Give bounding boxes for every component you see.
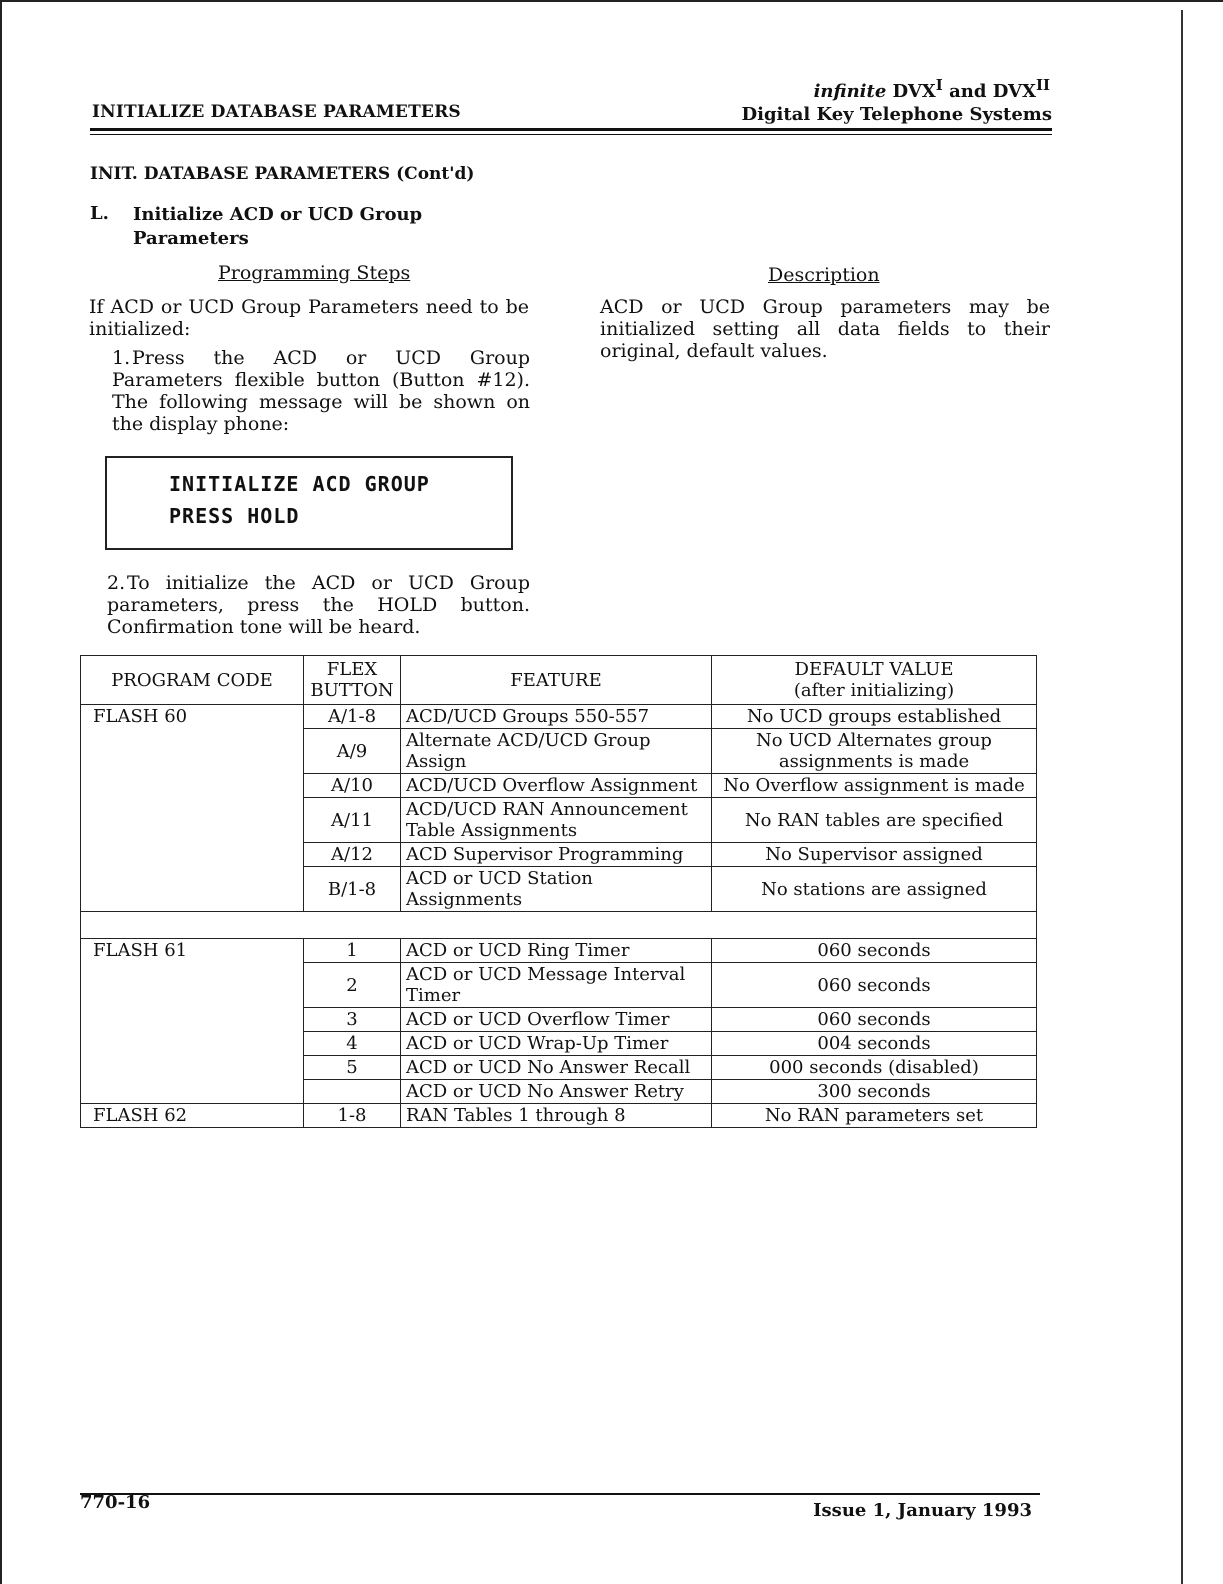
default-value-cell: No Overflow assignment is made	[712, 774, 1037, 798]
feature-cell: RAN Tables 1 through 8	[401, 1104, 712, 1128]
header-flex: FLEX	[326, 659, 378, 680]
default-value-cell: No Supervisor assigned	[712, 843, 1037, 867]
display-line-2: PRESS HOLD	[169, 504, 300, 528]
subsection-title: Initialize ACD or UCD Group Parameters	[133, 204, 423, 249]
flex-button-cell: A/9	[304, 729, 401, 774]
display-line-1: INITIALIZE ACD GROUP	[169, 472, 430, 496]
default-value-cell: No stations are assigned	[712, 867, 1037, 912]
flex-button-cell: 3	[304, 1008, 401, 1032]
footer-rule	[80, 1493, 1040, 1495]
product-dvx2: DVX	[992, 81, 1036, 102]
default-value-cell: 060 seconds	[712, 1008, 1037, 1032]
default-value-cell: 004 seconds	[712, 1032, 1037, 1056]
table-spacer-row	[81, 912, 1037, 939]
flex-button-cell: 4	[304, 1032, 401, 1056]
default-value-cell: No RAN tables are specified	[712, 798, 1037, 843]
program-code-flash61: FLASH 61	[81, 939, 304, 1104]
default-value-cell: No UCD Alternates group assignments is made	[712, 729, 1037, 774]
feature-cell: ACD or UCD Station Assignments	[401, 867, 712, 912]
header-rule-thin	[90, 134, 1052, 135]
description-text: ACD or UCD Group parameters may be initialized setting all data fields to their original, default values.	[600, 296, 1050, 362]
step-1	[112, 347, 530, 435]
flex-button-cell: 1	[304, 939, 401, 963]
default-value-cell: No UCD groups established	[712, 705, 1037, 729]
header-default-value	[712, 656, 1037, 705]
feature-cell: ACD or UCD Overflow Timer	[401, 1008, 712, 1032]
running-header-title: INITIALIZE DATABASE PARAMETERS	[92, 102, 461, 122]
sup-2: II	[1035, 76, 1050, 94]
default-value-cell: 000 seconds (disabled)	[712, 1056, 1037, 1080]
feature-cell: ACD/UCD RAN Announcement Table Assignments	[401, 798, 712, 843]
step-2-text: To initialize the ACD or UCD Group parameters, press the HOLD button. Confirmation tone will be heard.	[107, 572, 530, 638]
default-value-cell: 060 seconds	[712, 939, 1037, 963]
header-default: DEFAULT VALUE	[794, 659, 954, 680]
programming-steps-title: Programming Steps	[218, 262, 411, 284]
and-word: and	[949, 81, 987, 102]
section-heading: INIT. DATABASE PARAMETERS (Cont'd)	[90, 164, 475, 184]
flex-button-cell: A/10	[304, 774, 401, 798]
flex-button-cell: 1-8	[304, 1104, 401, 1128]
header-program-code: PROGRAM CODE	[81, 656, 304, 705]
flex-button-cell: 2	[304, 963, 401, 1008]
defaults-table	[80, 655, 1037, 1128]
page-number: 770-16	[80, 1492, 151, 1513]
table-header-row	[81, 656, 1037, 705]
feature-cell: ACD/UCD Overflow Assignment	[401, 774, 712, 798]
spacer-cell	[81, 912, 1037, 939]
feature-cell: ACD or UCD No Answer Recall	[401, 1056, 712, 1080]
flex-button-cell: A/1-8	[304, 705, 401, 729]
table-row	[81, 939, 1037, 963]
header-rule	[90, 128, 1052, 131]
feature-cell: ACD/UCD Groups 550-557	[401, 705, 712, 729]
program-code-flash60: FLASH 60	[81, 705, 304, 912]
flex-button-cell	[304, 1080, 401, 1104]
default-value-cell: 300 seconds	[712, 1080, 1037, 1104]
feature-cell: Alternate ACD/UCD Group Assign	[401, 729, 712, 774]
step-1-text: Press the ACD or UCD Group Parameters flexible button (Button #12). The following message will be shown on the display phone:	[112, 347, 530, 435]
feature-cell: ACD or UCD Message Interval Timer	[401, 963, 712, 1008]
page-edge-top	[0, 0, 1223, 2]
brand-name: infinite	[813, 81, 887, 102]
description-title: Description	[768, 264, 880, 286]
step-1-number: 1.	[112, 347, 131, 369]
subsection-letter: L.	[90, 203, 109, 224]
flex-button-cell: A/12	[304, 843, 401, 867]
sup-1: I	[935, 76, 943, 94]
default-value-cell: No RAN parameters set	[712, 1104, 1037, 1128]
flex-button-cell: B/1-8	[304, 867, 401, 912]
default-value-cell: 060 seconds	[712, 963, 1037, 1008]
intro-text: If ACD or UCD Group Parameters need to be initialized:	[89, 296, 529, 340]
header-after-init: (after initializing)	[793, 680, 955, 701]
program-code-flash62: FLASH 62	[81, 1104, 304, 1128]
running-header-subtitle: Digital Key Telephone Systems	[741, 104, 1052, 125]
table-row	[81, 1104, 1037, 1128]
table-row	[81, 705, 1037, 729]
header-button: BUTTON	[310, 680, 394, 701]
issue-date: Issue 1, January 1993	[813, 1500, 1032, 1521]
running-header-product	[770, 76, 1050, 102]
flex-button-cell: A/11	[304, 798, 401, 843]
header-feature: FEATURE	[401, 656, 712, 705]
feature-cell: ACD or UCD Wrap-Up Timer	[401, 1032, 712, 1056]
page-edge-right	[1181, 10, 1183, 1584]
step-2	[107, 572, 530, 638]
flex-button-cell: 5	[304, 1056, 401, 1080]
feature-cell: ACD or UCD Ring Timer	[401, 939, 712, 963]
page-edge-left	[0, 0, 2, 1584]
step-2-number: 2.	[107, 572, 126, 594]
display-phone-message	[105, 456, 513, 550]
header-flex-button	[304, 656, 401, 705]
feature-cell: ACD Supervisor Programming	[401, 843, 712, 867]
feature-cell: ACD or UCD No Answer Retry	[401, 1080, 712, 1104]
product-dvx1: DVX	[892, 81, 936, 102]
